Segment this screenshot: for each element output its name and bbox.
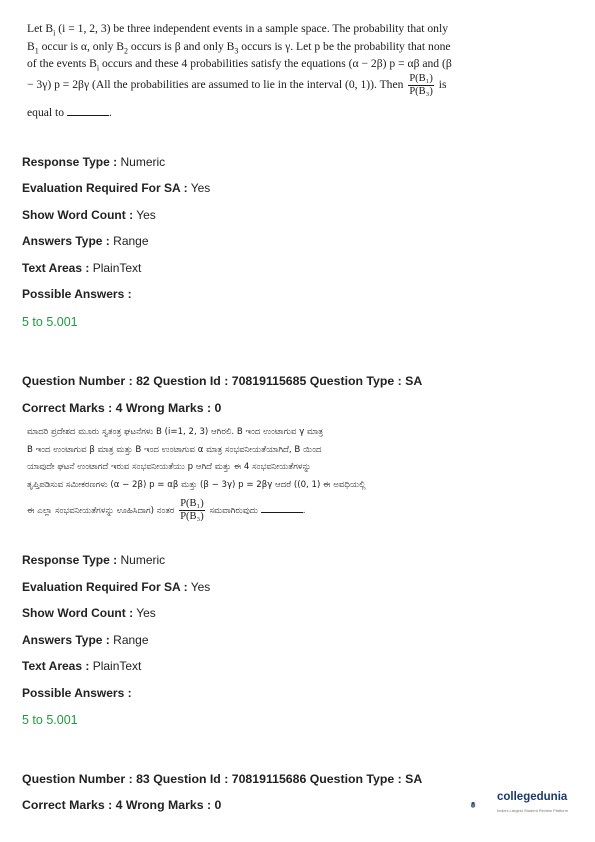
question-text: Let $B_i$ (i = 1, 2, 3) be three independent events in a sample space. The probability that only $B_1$ occur is α, only $B_2$ occurs is β and only $B_3$ occurs is γ. Let p be the probability that none of the events $B_i$ occurs and these 4 probabilities satisfy the equations (α − 2β) p = αβ and (β − 3γ) p = 2βγ (All the probabilities are assumed to lie in the interval (0, 1)). Then $\frac{\text{P(B₁)}}{\text{P(B₃)}}$ is equal to . — [27, 22, 452, 119]
text-areas: Text Areas : PlainText — [22, 261, 142, 275]
logo-wordmark: collegedunia — [497, 791, 568, 803]
evaluation-required: Evaluation Required For SA : Yes — [22, 580, 211, 594]
show-word-count: Show Word Count : Yes — [22, 208, 156, 222]
evaluation-required: Evaluation Required For SA : Yes — [22, 181, 211, 195]
response-type: Response Type : Numeric — [22, 553, 166, 567]
logo-tagline: India's Largest Student Review Platform — [497, 808, 569, 813]
answers-type: Answers Type : Range — [22, 234, 149, 248]
probability-ratio-fraction: $\frac{\text{P(B₁)}}{\text{P(B₃)}}$ — [180, 498, 204, 522]
show-word-count: Show Word Count : Yes — [22, 606, 156, 620]
possible-answer-value: 5 to 5.001 — [22, 713, 78, 727]
question-text-kannada: ಮಾದರಿ ಪ್ರದೇಶದ ಮೂರು ಸ್ವತಂತ್ರ ಘಟನೆಗಳು B (i=1, 2, 3) ಆಗಿರಲಿ. B ಇಂದ ಉಂಟಾಗುವ γ ಮಾತ್ರ B ಇಂದ ಉಂಟಾಗುವ β ಮಾತ್ರ ಮತ್ತು B ಇಂದ ಉಂಟಾಗುವ α ಮಾತ್ರ ಸಂಭವನೀಯತೆಯಾಗಿದೆ, B ಯಿಂದ ಯಾವುದೇ ಘಟನೆ ಉಂಟಾಗದೆ ಇರುವ ಸಂಭವನೀಯತೆಯು p ಆಗಿದೆ ಮತ್ತು ಈ 4 ಸಂಭವನೀಯತೆಗಳನ್ನು ತೃಪ್ತಿಪಡಿಸುವ ಸಮೀಕರಣಗಳು (α − 2β) p = αβ ಮತ್ತು (β − 3γ) p = 2βγ ಆದರೆ ((0, 1) ಈ ಅವಧಿಯಲ್ಲಿ ಈ ಎಲ್ಲಾ ಸಂಭವನೀಯತೆಗಳನ್ನು ಊಹಿಸಿದಾಗ) ನಂತರ $\frac{\text{P(B₁)}}{\text{P(B₃)}}$ ಸಮವಾಗಿರುವುದು . — [27, 427, 366, 522]
possible-answers-label: Possible Answers : — [22, 287, 132, 301]
answer-blank — [261, 503, 303, 513]
question-marks: Correct Marks : 4 Wrong Marks : 0 — [22, 798, 222, 812]
question-marks: Correct Marks : 4 Wrong Marks : 0 — [22, 401, 222, 415]
question-header: Question Number : 83 Question Id : 70819115686 Question Type : SA — [22, 772, 423, 786]
probability-ratio-fraction: $\frac{\text{P(B₁)}}{\text{P(B₃)}}$ — [409, 72, 433, 97]
possible-answer-value: 5 to 5.001 — [22, 315, 78, 329]
answer-blank — [67, 106, 109, 116]
answers-type: Answers Type : Range — [22, 633, 149, 647]
possible-answers-label: Possible Answers : — [22, 686, 132, 700]
graduation-cap-globe-icon — [471, 802, 476, 808]
text-areas: Text Areas : PlainText — [22, 659, 142, 673]
question-header: Question Number : 82 Question Id : 70819115685 Question Type : SA — [22, 374, 423, 388]
response-type: Response Type : Numeric — [22, 155, 166, 169]
collegedunia-logo — [470, 789, 496, 821]
